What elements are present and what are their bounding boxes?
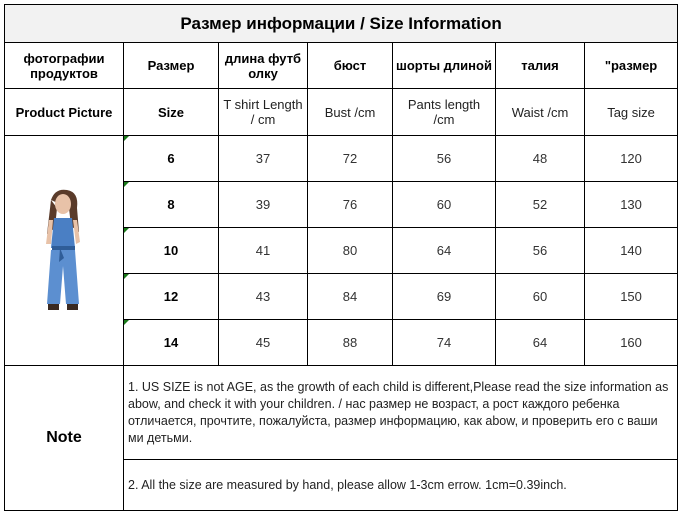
header-en-tag: Tag size bbox=[585, 89, 678, 136]
table-row bbox=[5, 136, 678, 182]
waist-cell: 52 bbox=[496, 182, 585, 228]
size-cell: 12 bbox=[124, 274, 219, 320]
header-ru-tag: "размер bbox=[585, 43, 678, 89]
bust-cell: 88 bbox=[308, 320, 393, 366]
tshirt-cell: 43 bbox=[219, 274, 308, 320]
pants-cell: 74 bbox=[393, 320, 496, 366]
tshirt-cell: 45 bbox=[219, 320, 308, 366]
size-cell: 10 bbox=[124, 228, 219, 274]
note-label: Note bbox=[5, 366, 124, 511]
header-ru-bust: бюст bbox=[308, 43, 393, 89]
bust-cell: 76 bbox=[308, 182, 393, 228]
note-row bbox=[5, 366, 678, 460]
tag-cell: 120 bbox=[585, 136, 678, 182]
header-ru-size: Размер bbox=[124, 43, 219, 89]
size-chart bbox=[4, 4, 677, 492]
waist-cell: 56 bbox=[496, 228, 585, 274]
size-cell: 8 bbox=[124, 182, 219, 228]
bust-cell: 72 bbox=[308, 136, 393, 182]
header-ru-tshirt: длина футб олку bbox=[219, 43, 308, 89]
pants-cell: 56 bbox=[393, 136, 496, 182]
header-row-ru bbox=[5, 43, 678, 89]
header-row-en bbox=[5, 89, 678, 136]
tag-cell: 130 bbox=[585, 182, 678, 228]
size-table bbox=[4, 4, 678, 511]
size-cell: 6 bbox=[124, 136, 219, 182]
tag-cell: 160 bbox=[585, 320, 678, 366]
header-en-waist: Waist /cm bbox=[496, 89, 585, 136]
waist-cell: 48 bbox=[496, 136, 585, 182]
tag-cell: 150 bbox=[585, 274, 678, 320]
note-line-2: 2. All the size are measured by hand, please allow 1-3cm errow. 1cm=0.39inch. bbox=[124, 460, 678, 511]
bust-cell: 84 bbox=[308, 274, 393, 320]
table-title: Размер информации / Size Information bbox=[5, 5, 678, 43]
header-en-bust: Bust /cm bbox=[308, 89, 393, 136]
tshirt-cell: 39 bbox=[219, 182, 308, 228]
tshirt-cell: 37 bbox=[219, 136, 308, 182]
note-line-1: 1. US SIZE is not AGE, as the growth of each child is different,Please read the size information as abow, and check it with your children. / нас размер не возраст, а рост каждого ребенка отличается, прочтите, пожалуйста, размер информацию, как abow, и проверить его с ваши ми детьми. bbox=[124, 366, 678, 460]
header-en-pants: Pants length /cm bbox=[393, 89, 496, 136]
header-en-picture: Product Picture bbox=[5, 89, 124, 136]
tshirt-cell: 41 bbox=[219, 228, 308, 274]
waist-cell: 64 bbox=[496, 320, 585, 366]
header-en-tshirt: T shirt Length / cm bbox=[219, 89, 308, 136]
waist-cell: 60 bbox=[496, 274, 585, 320]
size-cell: 14 bbox=[124, 320, 219, 366]
bust-cell: 80 bbox=[308, 228, 393, 274]
pants-cell: 60 bbox=[393, 182, 496, 228]
header-ru-pants: шорты длиной bbox=[393, 43, 496, 89]
product-photo-image bbox=[29, 186, 99, 316]
header-en-size: Size bbox=[124, 89, 219, 136]
tag-cell: 140 bbox=[585, 228, 678, 274]
pants-cell: 64 bbox=[393, 228, 496, 274]
header-ru-picture: фотографии продуктов bbox=[5, 43, 124, 89]
header-ru-waist: талия bbox=[496, 43, 585, 89]
product-picture bbox=[5, 136, 124, 366]
pants-cell: 69 bbox=[393, 274, 496, 320]
